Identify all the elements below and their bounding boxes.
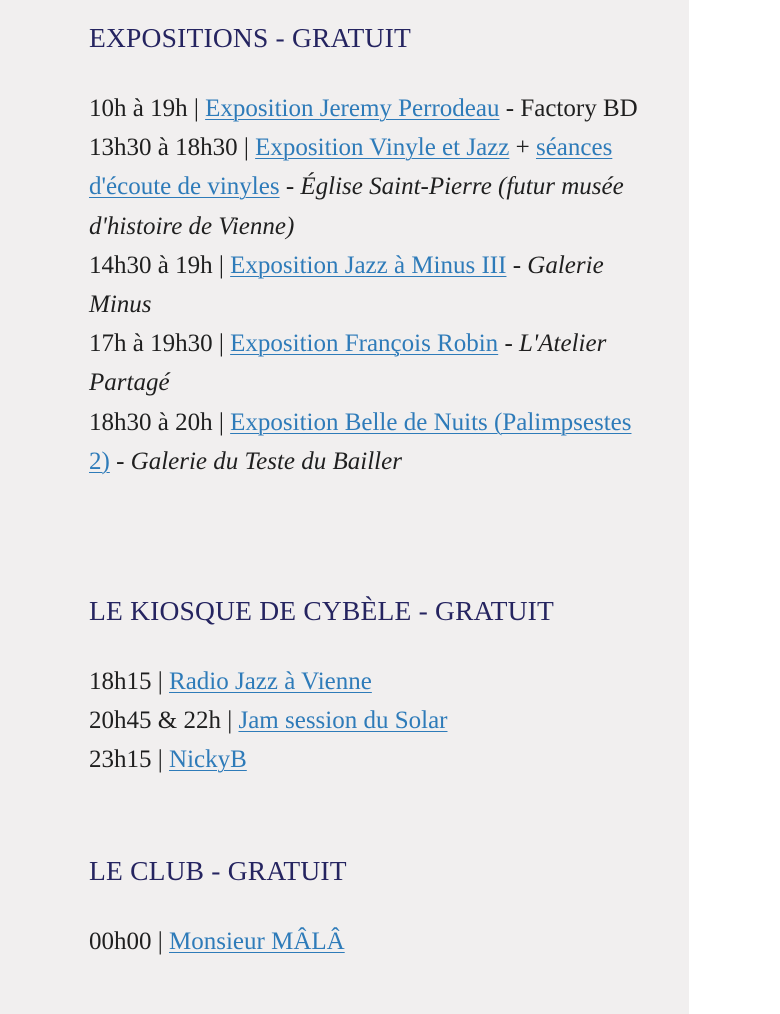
- event-venue: Galerie du Teste du Bailler: [130, 447, 402, 475]
- event-list: [89, 662, 649, 780]
- event-time: 10h à 19h: [89, 95, 188, 122]
- separator: |: [151, 746, 170, 774]
- dash: -: [109, 447, 131, 475]
- event-time: 14h30 à 19h: [89, 251, 213, 279]
- event-item: [89, 922, 649, 961]
- event-item: [89, 89, 649, 128]
- event-item: [89, 403, 649, 481]
- event-list: [89, 89, 649, 481]
- event-link-belle-de-nuits[interactable]: Exposition Belle de Nuits (Palimpsestes 2): [89, 408, 632, 475]
- event-time: 18h15: [89, 668, 152, 695]
- event-time: 20h45 & 22h: [89, 707, 221, 735]
- event-venue: Église Saint-Pierre (futur musée d'histoire de Vienne): [89, 173, 624, 240]
- event-venue: L'Atelier Partagé: [89, 330, 607, 397]
- event-item: [89, 324, 649, 402]
- event-item: [89, 701, 649, 740]
- event-venue: Factory BD: [520, 95, 638, 122]
- separator: |: [212, 330, 231, 358]
- event-item: [89, 740, 649, 779]
- section-title-kiosque: LE KIOSQUE DE CYBÈLE - GRATUIT: [89, 595, 555, 626]
- event-link-jam-session[interactable]: Jam session du Solar: [238, 707, 448, 735]
- event-link-francois-robin[interactable]: Exposition François Robin: [230, 330, 499, 358]
- section-kiosque: [89, 593, 649, 780]
- event-link-monsieur-mala[interactable]: Monsieur MÂLÂ: [169, 928, 345, 955]
- dash: -: [498, 330, 520, 358]
- separator: |: [151, 668, 170, 695]
- event-time: 23h15: [89, 746, 152, 774]
- event-list: [89, 922, 649, 961]
- event-link-radio-jazz[interactable]: Radio Jazz à Vienne: [169, 668, 372, 695]
- separator: |: [187, 95, 206, 122]
- event-time: 13h30 à 18h30: [89, 134, 238, 162]
- dash: -: [499, 95, 521, 122]
- separator: |: [237, 134, 256, 162]
- event-item: [89, 128, 649, 246]
- event-link-seances-ecoute[interactable]: séances d'écoute de vinyles: [89, 134, 613, 201]
- event-link-nickyb[interactable]: NickyB: [169, 746, 247, 774]
- event-link-jeremy-perrodeau[interactable]: Exposition Jeremy Perrodeau: [205, 95, 500, 122]
- separator: |: [220, 707, 239, 735]
- separator: |: [212, 251, 231, 279]
- section-club: [89, 853, 649, 961]
- event-link-vinyle-jazz[interactable]: Exposition Vinyle et Jazz: [255, 134, 510, 162]
- event-item: [89, 246, 649, 324]
- event-venue: Galerie Minus: [89, 251, 604, 319]
- event-item: [89, 662, 649, 701]
- event-time: 00h00: [89, 928, 152, 955]
- separator: |: [151, 928, 170, 955]
- section-title-expositions: EXPOSITIONS - GRATUIT: [89, 22, 411, 53]
- section-title-club: LE CLUB - GRATUIT: [89, 855, 347, 886]
- section-expositions: [89, 20, 649, 481]
- dash: -: [279, 173, 301, 201]
- event-time: 18h30 à 20h: [89, 408, 213, 436]
- dash: -: [506, 251, 528, 279]
- event-link-jazz-minus[interactable]: Exposition Jazz à Minus III: [230, 251, 507, 279]
- plus: +: [509, 134, 536, 162]
- separator: |: [212, 408, 231, 436]
- event-time: 17h à 19h30: [89, 330, 213, 358]
